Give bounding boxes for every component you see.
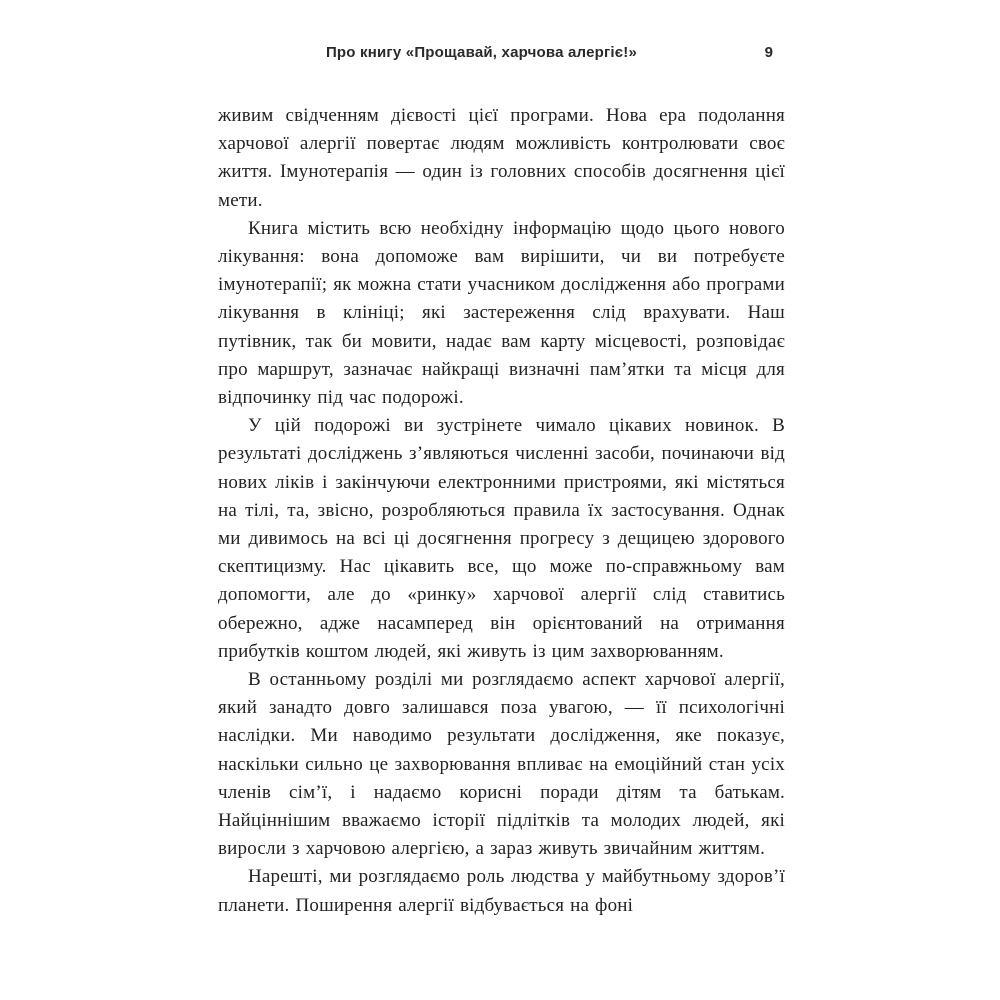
- paragraph: У цій подорожі ви зустрінете чимало цікавих новинок. В результаті досліджень з’являються численні засоби, починаючи від нових ліків і закінчуючи електронними пристроями, які містяться на тілі, та, звісно, розробляються правила їх застосування. Однак ми дивимось на всі ці досягнення прогресу з дещицею здорового скептицизму. Нас цікавить все, що може по-справжньому вам допомогти, але до «ринку» харчової алергії слід ставитись обережно, адже насамперед він орієнтований на отримання прибутків коштом людей, які живуть із цим захворюванням.: [218, 415, 785, 662]
- paragraph: Книга містить всю необхідну інформацію щодо цього нового лікування: вона допоможе вам вирішити, чи ви потребуєте імунотерапії; як можна стати учасником дослідження або програми лікування в клініці; які застереження слід врахувати. Наш путівник, так би мовити, надає вам карту місцевості, розповідає про маршрут, зазначає найкращі визначні пам’ятки та місця для відпочинку під час подорожі.: [218, 217, 785, 409]
- page-text-block: [218, 102, 785, 920]
- page-number: 9: [764, 44, 773, 61]
- paragraph: Нарешті, ми розглядаємо роль людства у майбутньому здоров’ї планети. Поширення алергії відбувається на фоні: [218, 866, 785, 916]
- running-header: [218, 44, 785, 66]
- paragraph: В останньому розділі ми розглядаємо аспект харчової алергії, який занадто довго залишався поза увагою, — її психологічні наслідки. Ми наводимо результати дослідження, яке показує, наскільки сильно це захворювання впливає на емоційний стан усіх членів сім’ї, і надаємо корисні поради дітям та батькам. Найціннішим вважаємо історії підлітків та молодих людей, які виросли з харчовою алергією, а зараз живуть звичайним життям.: [218, 669, 785, 860]
- paragraph: живим свідченням дієвості цієї програми. Нова ера подолання харчової алергії повертає людям можливість контролювати своє життя. Імунотерапія — один із головних способів досягнення цієї мети.: [218, 105, 785, 211]
- running-title: Про книгу «Прощавай, харчова алергіє!»: [325, 44, 638, 61]
